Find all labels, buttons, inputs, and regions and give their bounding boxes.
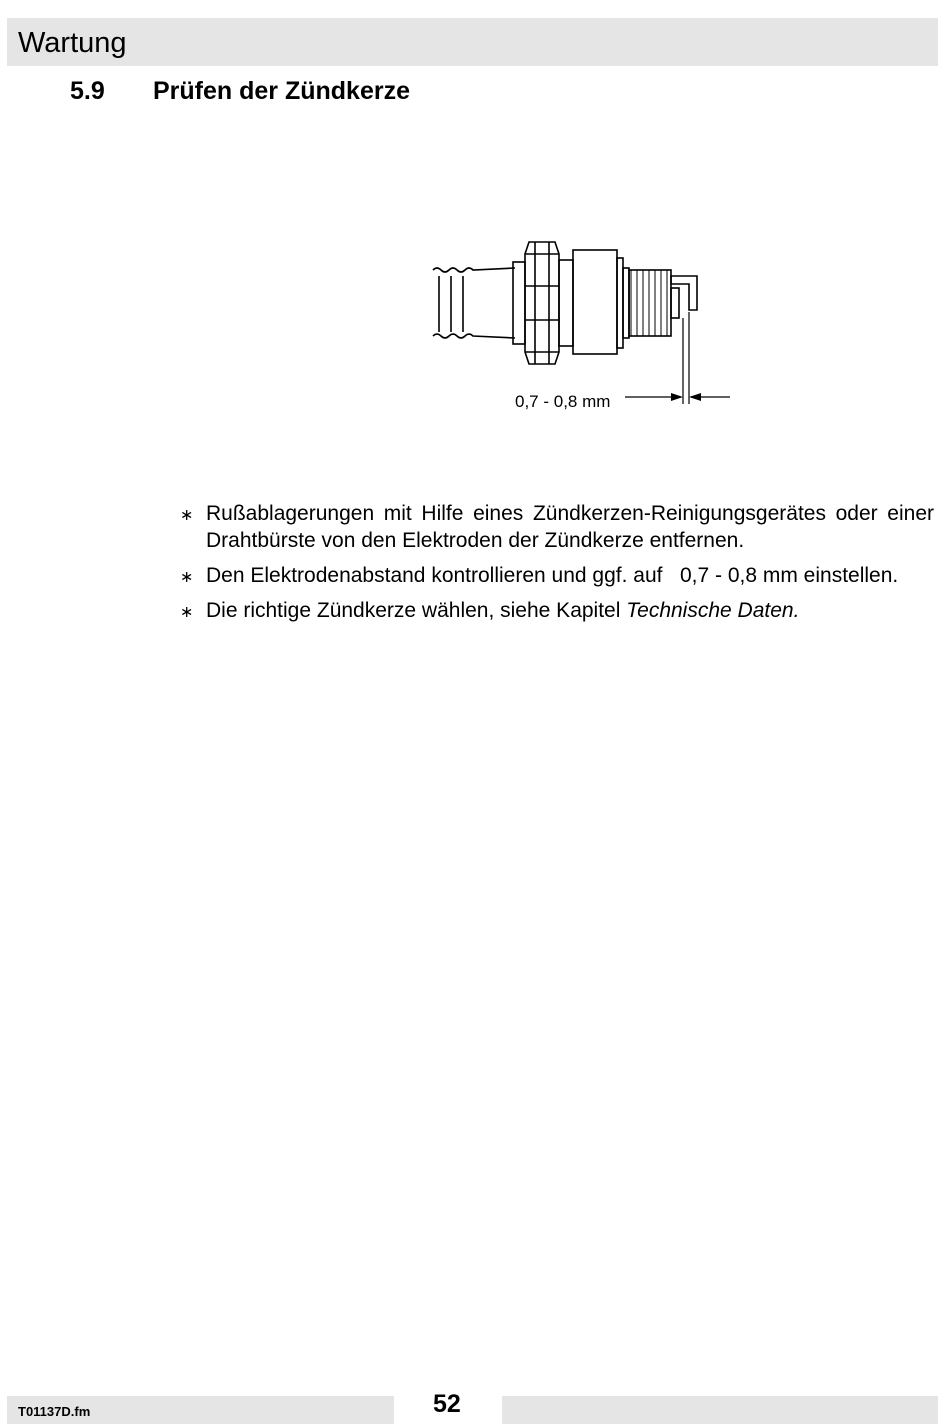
footer-filename: T01137D.fm [18,1404,91,1419]
spark-plug-drawing [425,232,745,417]
bullet-asterisk-icon: ∗ [180,567,194,586]
header-bar [7,18,938,66]
spark-plug-figure [425,232,745,417]
footer-right-bar [502,1396,938,1424]
bullet-asterisk-icon: ∗ [180,505,194,524]
section-title: Prüfen der Zündkerze [153,77,410,105]
list-item [180,500,934,554]
list-item-text: Den Elektrodenabstand kontrollieren und ggf. auf 0,7 - 0,8 mm einstellen. [206,564,899,587]
list-item-text-plain: Die richtige Zündkerze wählen, siehe Kapitel [206,599,627,622]
list-item [180,562,934,589]
footer-left-bar [7,1396,394,1424]
instruction-list [180,500,934,632]
section-number: 5.9 [70,77,105,105]
page-number: 52 [433,1390,461,1418]
bullet-asterisk-icon: ∗ [180,602,194,621]
list-item-text: Rußablagerungen mit Hilfe eines Zündkerzen-Reinigungsgerätes oder einer Drahtbürste von den Elektroden der Zündkerze entfernen. [206,502,934,552]
list-item-text [206,597,934,624]
chapter-reference: Technische Daten. [626,599,800,622]
gap-label: 0,7 - 0,8 mm [515,392,611,411]
list-item [180,597,934,624]
chapter-title: Wartung [18,27,127,59]
